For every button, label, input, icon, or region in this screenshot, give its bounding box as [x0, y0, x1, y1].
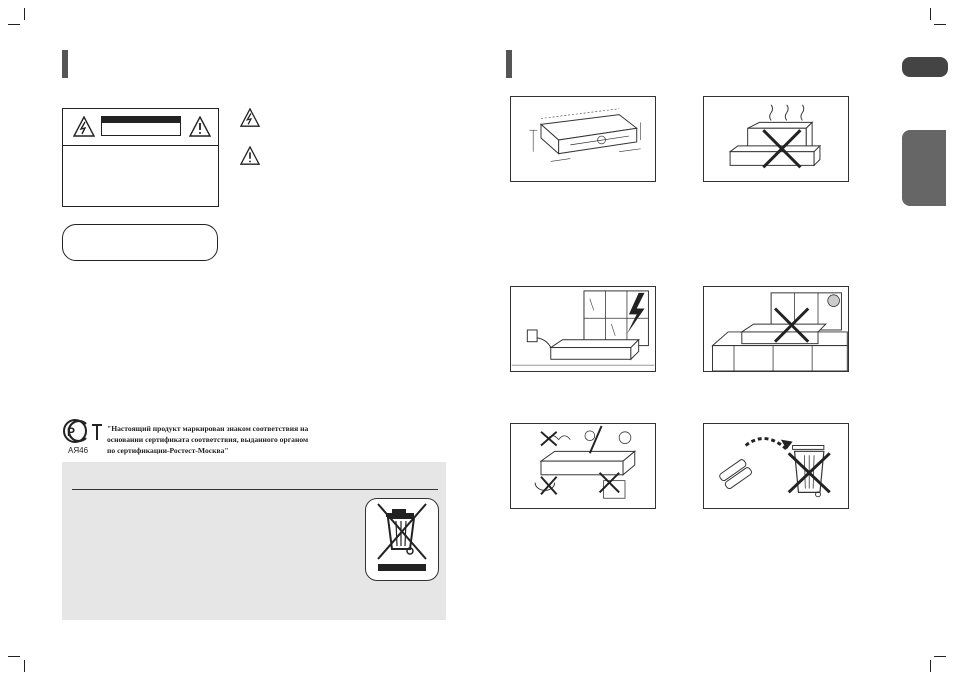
no-sunlight-illustration — [703, 286, 849, 372]
cert-line: по сертификации-Ростест-Москва" — [107, 446, 229, 455]
crop-mark — [934, 656, 946, 657]
lightning-warning-triangle-icon — [240, 108, 260, 128]
language-tab — [902, 57, 948, 77]
crop-mark — [934, 24, 946, 25]
weee-panel-divider — [72, 489, 438, 490]
crossed-wheelie-bin-icon — [366, 499, 438, 580]
right-section-header-bar — [506, 50, 512, 78]
cert-mark-code: АЯ46 — [68, 446, 89, 455]
rounded-note-box — [62, 224, 218, 261]
cert-line: "Настоящий продукт маркирован знаком соответствия на — [107, 424, 309, 433]
lightning-warning-triangle-icon — [73, 116, 95, 138]
crop-mark — [24, 660, 25, 672]
caution-label-banner — [101, 116, 181, 136]
keep-away-hazards-illustration — [510, 423, 656, 509]
exclamation-caution-triangle-icon — [189, 116, 211, 138]
crop-mark — [8, 656, 20, 657]
weee-bin-frame — [365, 498, 439, 581]
caution-label-box — [62, 108, 219, 207]
caution-label-divider — [63, 145, 218, 146]
lightning-unplug-illustration — [510, 286, 656, 372]
battery-disposal-illustration — [703, 423, 849, 509]
crop-mark — [930, 8, 931, 20]
weee-disposal-panel — [62, 462, 446, 620]
cert-line: основании сертификата соответствия, выданного органом — [107, 435, 309, 444]
chapter-side-tab — [902, 130, 946, 206]
svg-text:P: P — [67, 425, 76, 439]
no-heat-stacking-illustration — [703, 96, 849, 182]
left-section-header-bar — [62, 50, 68, 78]
crop-mark — [8, 24, 20, 25]
ventilation-clearance-illustration — [510, 96, 656, 182]
crop-mark — [24, 8, 25, 20]
certification-text — [107, 423, 337, 456]
crop-mark — [930, 660, 931, 672]
exclamation-caution-triangle-icon — [240, 146, 260, 166]
